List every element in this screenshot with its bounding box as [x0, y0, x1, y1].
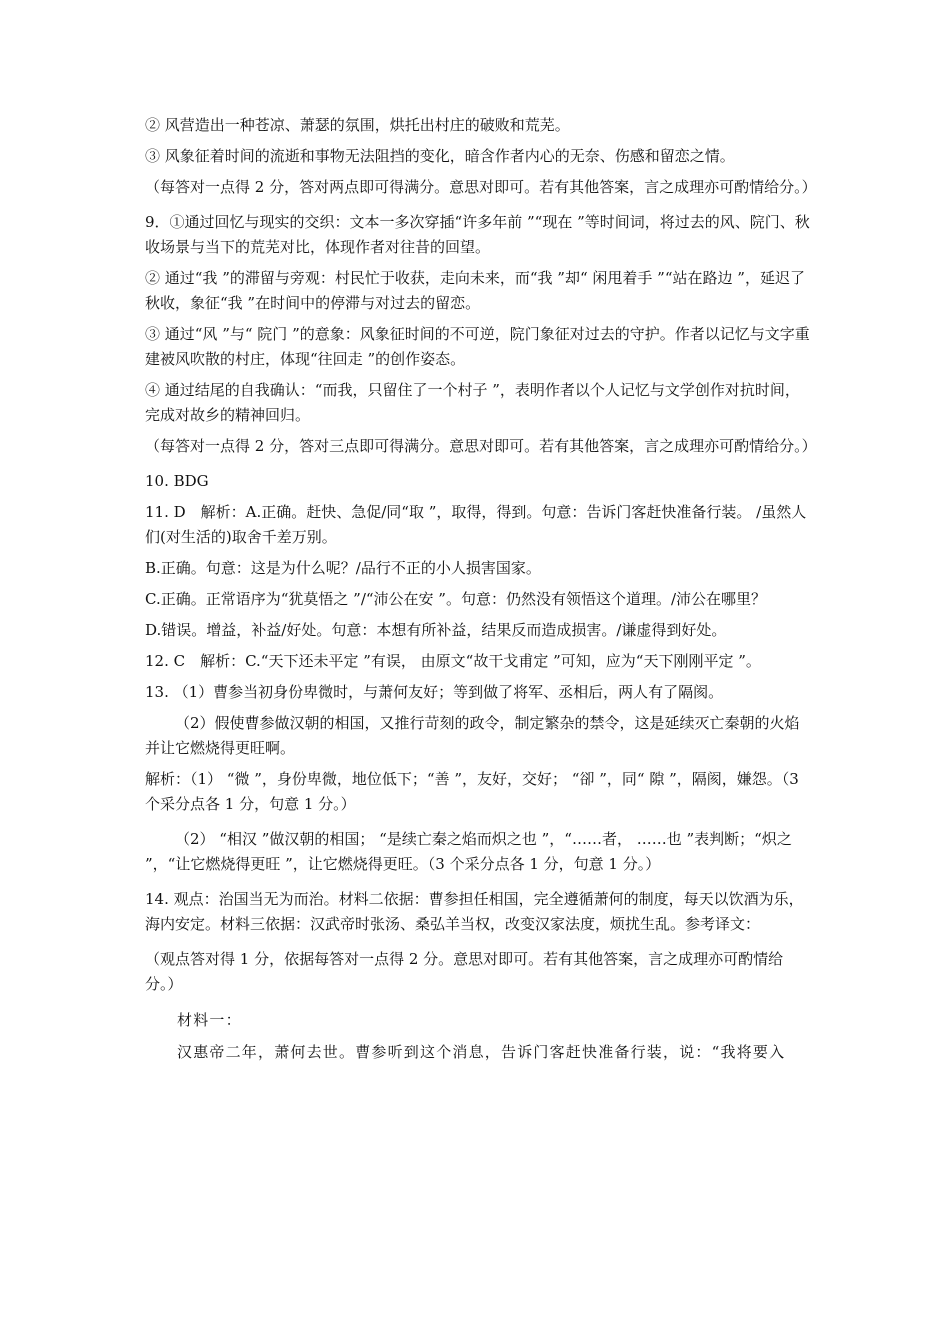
q9-point-3: ③ 通过“风 ”与“ 院门 ”的意象：风象征时间的不可逆，院门象征对过去的守护。作者以记忆与文字重建被风吹散的村庄，体现“往回走 ”的创作姿态。	[145, 325, 810, 368]
q13-part-1: 13. （1）曹参当初身份卑微时，与萧何友好；等到做了将军、丞相后，两人有了隔阂。	[145, 683, 724, 701]
q9-scoring-note: （每答对一点得 2 分，答对三点即可得满分。意思对即可。若有其他答案，言之成理亦可酌情给分。）	[145, 437, 817, 455]
q12-answer: 12. C 解析：C.“天下还未平定 ”有误， 由原文“故干戈甫定 ”可知，应为“天下刚刚平定 ”。	[145, 652, 761, 670]
q9-point-2: ② 通过“我 ”的滞留与旁观：村民忙于收获，走向未来，而“我 ”却“ 闲甩着手 ”“站在路边 ”，延迟了秋收，象征“我 ”在时间中的停滞与对过去的留恋。	[145, 269, 805, 312]
q14-answer: 14. 观点：治国当无为而治。材料二依据：曹参担任相国，完全遵循萧何的制度，每天以饮酒为乐，海内安定。材料三依据：汉武帝时张汤、桑弘羊当权，改变汉家法度，烦扰生乱。参考译文：	[145, 890, 804, 933]
q8-scoring-note: （每答对一点得 2 分，答对两点即可得满分。意思对即可。若有其他答案，言之成理亦可酌情给分。）	[145, 178, 817, 196]
q10-answer: 10. BDG	[145, 472, 209, 490]
q14-scoring-note: （观点答对得 1 分，依据每答对一点得 2 分。意思对即可。若有其他答案，言之成理亦可酌情给分。）	[145, 950, 784, 993]
translation-heading: 材料一：	[177, 1011, 242, 1029]
q13-analysis-2: （2） “相汉 ”做汉朝的相国； “是续亡秦之焰而炽之也 ”，“……者， ……也 ”表判断；“炽之 ”，“让它燃烧得更旺 ”，让它燃烧得更旺。（3 个采分点各 1 分，句意 1 分。）	[145, 830, 792, 873]
q13-part-2: （2）假使曹参做汉朝的相国，又推行苛刻的政令，制定繁杂的禁令，这是延续灭亡秦朝的火焰并让它燃烧得更旺啊。	[145, 714, 800, 757]
q9-point-1: 9．①通过回忆与现实的交织：文本一多次穿插“许多年前 ”“现在 ”等时间词，将过去的风、院门、秋收场景与当下的荒芜对比，体现作者对往昔的回望。	[145, 213, 810, 256]
q8-point-2: ② 风营造出一种苍凉、萧瑟的氛围，烘托出村庄的破败和荒芜。	[145, 116, 570, 134]
answer-key-content	[145, 113, 817, 1071]
translation-text: 汉惠帝二年，萧何去世。曹参听到这个消息，告诉门客赶快准备行装，说：“我将要入	[177, 1043, 786, 1061]
q11-option-b: B.正确。句意：这是为什么呢？/品行不正的小人损害国家。	[145, 559, 541, 577]
q11-option-c: C.正确。正常语序为“犹莫悟之 ”/“沛公在安 ”。句意：仍然没有领悟这个道理。/沛公在哪里？	[145, 590, 767, 608]
q8-point-3: ③ 风象征着时间的流逝和事物无法阻挡的变化，暗含作者内心的无奈、伤感和留恋之情。	[145, 147, 735, 165]
q9-point-4: ④ 通过结尾的自我确认：“而我，只留住了一个村子 ”，表明作者以个人记忆与文学创作对抗时间，完成对故乡的精神回归。	[145, 381, 800, 424]
q11-answer: 11. D 解析：A.正确。赶快、急促/同“取 ”，取得，得到。句意：告诉门客赶快准备行装。 /虽然人们(对生活的)取舍千差万别。	[145, 503, 807, 546]
q11-option-d: D.错误。增益，补益/好处。句意：本想有所补益，结果反而造成损害。/谦虚得到好处。	[145, 621, 727, 639]
q13-analysis-1: 解析：（1） “微 ”，身份卑微，地位低下；“善 ”，友好，交好； “卻 ”，同“ 隙 ”，隔阂，嫌怨。（3 个采分点各 1 分，句意 1 分。）	[145, 770, 799, 813]
